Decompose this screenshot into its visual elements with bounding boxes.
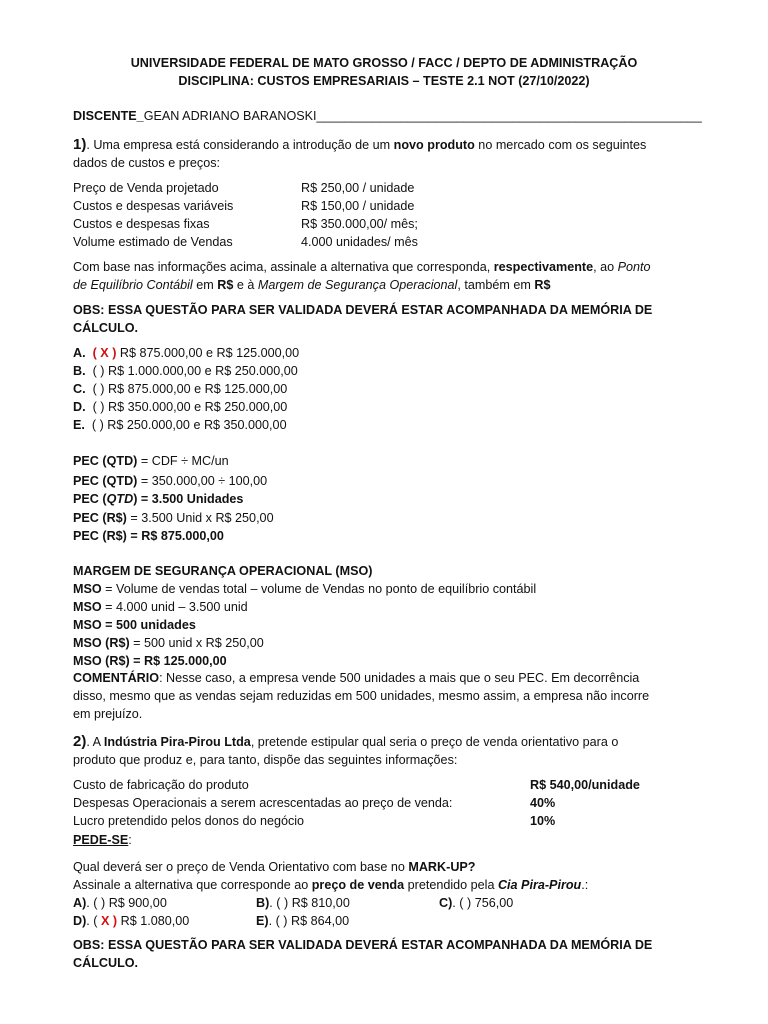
q2-assinale-bold: preço de venda [311, 878, 405, 892]
option-paren: ) [112, 914, 118, 928]
pec-label-italic: QTD [106, 492, 134, 506]
mso-label: MSO [73, 582, 102, 596]
option-mark: X [97, 914, 113, 928]
q1-intro-text-end: no mercado com os seguintes [474, 138, 647, 152]
q2-obs-line1: OBS: ESSA QUESTÃO PARA SER VALIDADA DEVERÁ ESTAR ACOMPANHADA DA MEMÓRIA DE [73, 938, 653, 952]
q1-data-value: R$ 250,00 / unidade [301, 181, 415, 195]
q2-obs-line2: CÁLCULO. [73, 956, 139, 970]
q1-prompt-bold: respectivamente [493, 260, 594, 274]
q2-question [73, 859, 476, 876]
mso-line [73, 635, 264, 652]
pec-line [73, 491, 243, 508]
option-mark: X [96, 346, 113, 360]
q2-assinale-end: .: [581, 878, 589, 892]
option-paren: ( [91, 418, 97, 432]
header-line2: DISCIPLINA: CUSTOS EMPRESARIAIS – TESTE 2.1 NOT (27/10/2022) [178, 74, 590, 88]
q1-data-label: Custos e despesas variáveis [73, 199, 234, 213]
mso-text: = Volume de vendas total – volume de Vendas no ponto de equilíbrio contábil [101, 582, 537, 596]
option-text: R$ 810,00 [288, 896, 350, 910]
q2-data-row [73, 795, 556, 812]
comment-line3: em prejuízo. [73, 707, 143, 721]
q2-intro-text: . A [86, 735, 104, 749]
q1-obs-line2: CÁLCULO. [73, 321, 139, 335]
q1-data-label: Volume estimado de Vendas [73, 235, 233, 249]
option-text: R$ 875.000,00 e R$ 125.000,00 [116, 346, 300, 360]
q1-prompt-bold: R$ [217, 278, 234, 292]
student-line [73, 108, 702, 125]
q1-prompt-line2 [73, 277, 550, 294]
q1-intro-line1 [73, 136, 646, 154]
mso-label: MSO [73, 618, 102, 632]
option-paren: ( [92, 346, 97, 360]
q1-data-value: 4.000 unidades/ mês [301, 235, 418, 249]
option-paren: ) [100, 400, 105, 414]
q2-option-c[interactable] [439, 895, 513, 912]
option-paren: . ( [452, 896, 464, 910]
mso-label: MSO (R$) [73, 636, 130, 650]
q1-prompt-bold: R$ [534, 278, 551, 292]
mso-text: = 500 unid x R$ 250,00 [129, 636, 264, 650]
option-paren: . ( [268, 914, 280, 928]
pec-text: = 350.000,00 ÷ 100,00 [137, 474, 268, 488]
header-line1: UNIVERSIDADE FEDERAL DE MATO GROSSO / FACC / DEPTO DE ADMINISTRAÇÃO [130, 56, 638, 70]
student-label: DISCENTE_ [73, 109, 144, 123]
pec-line [73, 528, 224, 545]
q1-number: 1) [73, 136, 87, 153]
q2-data-row [73, 777, 640, 794]
option-paren: ) [101, 896, 106, 910]
pec-line [73, 510, 274, 527]
q1-prompt-text: , também em [457, 278, 535, 292]
q2-data-value: 10% [530, 814, 556, 828]
option-paren: ( [92, 364, 97, 378]
q2-intro-text-end: , pretende estipular qual seria o preço de venda orientativo para o [250, 735, 619, 749]
pede-se-colon: : [128, 833, 132, 847]
option-letter: D. [73, 400, 86, 414]
pec-text: = CDF ÷ MC/un [137, 454, 229, 468]
option-text: R$ 864,00 [287, 914, 350, 928]
q2-data-label: Despesas Operacionais a serem acrescentadas ao preço de venda: [73, 796, 453, 810]
q2-data-value: 40% [530, 796, 556, 810]
student-name: GEAN ADRIANO BARANOSKI [143, 109, 317, 123]
q1-option-a[interactable] [73, 345, 299, 362]
pec-label: PEC (QTD) [73, 454, 138, 468]
pec-label-end: ) [133, 492, 138, 506]
student-blank: _______________________________________________________ [316, 109, 702, 123]
pede-se-label: PEDE-SE [73, 833, 129, 847]
option-letter: B. [73, 364, 86, 378]
option-paren: . ( [86, 914, 98, 928]
q1-prompt-italic: Ponto [617, 260, 651, 274]
q1-option-b[interactable] [73, 363, 298, 380]
option-paren: ) [99, 418, 104, 432]
option-letter: E) [256, 914, 269, 928]
q2-assinale [73, 877, 588, 894]
comment-line2: disso, mesmo que as vendas sejam reduzidas em 500 unidades, mesmo assim, a empresa não incorre [73, 689, 650, 703]
option-text: R$ 250.000,00 e R$ 350.000,00 [103, 418, 287, 432]
q1-prompt-line1 [73, 259, 651, 276]
pec-label: PEC ( [73, 492, 107, 506]
q1-obs-line1: OBS: ESSA QUESTÃO PARA SER VALIDADA DEVERÁ ESTAR ACOMPANHADA DA MEMÓRIA DE [73, 303, 653, 317]
option-paren: ) [112, 346, 117, 360]
option-paren: ) [100, 364, 105, 378]
q1-data-label: Preço de Venda projetado [73, 181, 219, 195]
option-paren: . ( [269, 896, 281, 910]
q2-option-e[interactable] [256, 913, 349, 930]
q2-number: 2) [73, 733, 87, 750]
comment-text: : Nesse caso, a empresa vende 500 unidades a mais que o seu PEC. Em decorrência [159, 671, 640, 685]
q2-assinale-text: pretendido pela [404, 878, 498, 892]
q2-data-label: Lucro pretendido pelos donos do negócio [73, 814, 305, 828]
option-letter: E. [73, 418, 85, 432]
q1-data-row [73, 216, 418, 233]
option-paren: ( [92, 382, 97, 396]
pede-se [73, 832, 132, 849]
mso-line [73, 617, 196, 634]
q1-data-value: R$ 350.000,00/ mês; [301, 217, 418, 231]
comment-line1 [73, 670, 639, 687]
comment-label: COMENTÁRIO [73, 671, 160, 685]
pec-label: PEC (QTD) [73, 474, 138, 488]
q1-data-row [73, 234, 418, 251]
q1-prompt-text: em [192, 278, 218, 292]
q2-question-text: Qual deverá ser o preço de Venda Orientativo com base no [73, 860, 409, 874]
option-paren: ) [283, 914, 288, 928]
q1-prompt-text: Com base nas informações acima, assinale a alternativa que corresponda, [73, 260, 494, 274]
option-letter: B) [256, 896, 270, 910]
q1-intro-line2: dados de custos e preços: [73, 156, 221, 170]
option-paren: ( [92, 400, 97, 414]
option-letter: C) [439, 896, 453, 910]
option-text: R$ 875.000,00 e R$ 125.000,00 [104, 382, 288, 396]
pec-text: = R$ 875.000,00 [126, 529, 224, 543]
pec-label: PEC (R$) [73, 529, 127, 543]
pec-line [73, 473, 267, 490]
mso-label: MSO (R$) [73, 654, 130, 668]
q2-intro-bold: Indústria Pira-Pirou Ltda [103, 735, 251, 749]
q2-option-a[interactable] [73, 895, 167, 912]
q1-prompt-italic: de Equilíbrio Contábil [73, 278, 193, 292]
q1-option-d[interactable] [73, 399, 287, 416]
option-paren: ) [284, 896, 289, 910]
mso-line [73, 599, 248, 616]
q1-data-value: R$ 150,00 / unidade [301, 199, 415, 213]
mso-line [73, 653, 227, 670]
q1-prompt-italic: Margem de Segurança Operacional [257, 278, 458, 292]
option-paren: ) [467, 896, 472, 910]
pec-label: PEC (R$) [73, 511, 127, 525]
q2-question-bold: MARK-UP? [408, 860, 476, 874]
option-paren: ) [100, 382, 105, 396]
q2-data-label: Custo de fabricação do produto [73, 778, 249, 792]
mso-label: MSO [73, 600, 102, 614]
q2-intro-line2: produto que produz e, para tanto, dispõe das seguintes informações: [73, 753, 458, 767]
pec-text: = 3.500 Unidades [137, 492, 244, 506]
option-letter: D) [73, 914, 87, 928]
mso-text: = 500 unidades [101, 618, 196, 632]
pec-line [73, 453, 229, 470]
q2-intro-line1 [73, 733, 618, 751]
pec-text: = 3.500 Unid x R$ 250,00 [126, 511, 274, 525]
option-text: R$ 900,00 [105, 896, 167, 910]
q2-option-d[interactable] [73, 913, 189, 930]
q1-data-row [73, 198, 415, 215]
option-text: R$ 1.000.000,00 e R$ 250.000,00 [104, 364, 298, 378]
q2-assinale-text: Assinale a alternativa que corresponde ao [73, 878, 312, 892]
option-text: 756,00 [471, 896, 514, 910]
option-text: R$ 350.000,00 e R$ 250.000,00 [104, 400, 288, 414]
option-letter: A. [73, 346, 86, 360]
option-text: R$ 1.080,00 [117, 914, 190, 928]
q1-prompt-text: e à [233, 278, 258, 292]
q1-option-e[interactable] [73, 417, 287, 434]
q1-option-c[interactable] [73, 381, 287, 398]
q1-intro-bold: novo produto [393, 138, 475, 152]
mso-title: MARGEM DE SEGURANÇA OPERACIONAL (MSO) [73, 564, 373, 578]
option-letter: C. [73, 382, 86, 396]
mso-line [73, 581, 536, 598]
q2-data-row [73, 813, 556, 830]
option-paren: . ( [86, 896, 98, 910]
q2-option-b[interactable] [256, 895, 350, 912]
mso-text: = R$ 125.000,00 [129, 654, 227, 668]
option-letter: A) [73, 896, 87, 910]
q1-data-label: Custos e despesas fixas [73, 217, 210, 231]
q2-data-value: R$ 540,00/unidade [530, 778, 640, 792]
q1-data-row [73, 180, 415, 197]
q1-prompt-text: , ao [593, 260, 618, 274]
q1-intro-text: . Uma empresa está considerando a introdução de um [86, 138, 394, 152]
q2-assinale-company: Cia Pira-Pirou [497, 878, 582, 892]
mso-text: = 4.000 unid – 3.500 unid [101, 600, 248, 614]
